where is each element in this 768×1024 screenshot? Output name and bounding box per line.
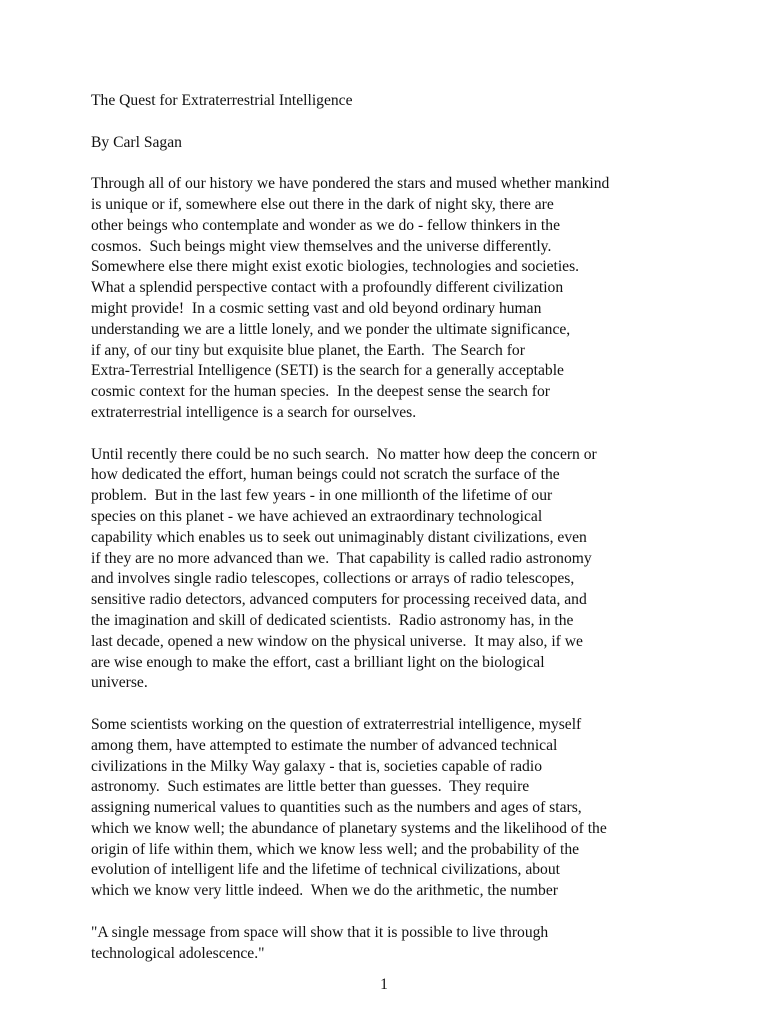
text-line: problem. But in the last few years - in one millionth of the lifetime of our <box>91 487 553 505</box>
paragraph-1 <box>91 174 731 424</box>
text-line: cosmos. Such beings might view themselves and the universe differently. <box>91 237 552 255</box>
text-line: technological adolescence." <box>91 944 265 962</box>
text-line: which we know very little indeed. When we do the arithmetic, the number <box>91 882 558 900</box>
pull-quote <box>91 923 731 965</box>
document-title: The Quest for Extraterrestrial Intelligence <box>91 92 353 109</box>
text-line: how dedicated the effort, human beings could not scratch the surface of the <box>91 466 560 484</box>
text-line: capability which enables us to seek out unimaginably distant civilizations, even <box>91 528 587 546</box>
text-line: assigning numerical values to quantities such as the numbers and ages of stars, <box>91 799 582 817</box>
text-line: Somewhere else there might exist exotic biologies, technologies and societies. <box>91 258 580 276</box>
text-line: is unique or if, somewhere else out there in the dark of night sky, there are <box>91 195 554 213</box>
text-line: evolution of intelligent life and the lifetime of technical civilizations, about <box>91 861 560 879</box>
text-line: sensitive radio detectors, advanced computers for processing received data, and <box>91 591 587 609</box>
text-line: "A single message from space will show that it is possible to live through <box>91 923 549 941</box>
text-line: are wise enough to make the effort, cast a brilliant light on the biological <box>91 653 545 671</box>
paragraph-2 <box>91 445 731 695</box>
text-line: Some scientists working on the question of extraterrestrial intelligence, myself <box>91 715 582 733</box>
text-line: Until recently there could be no such search. No matter how deep the concern or <box>91 445 597 463</box>
page-number: 1 <box>380 976 388 993</box>
text-line: and involves single radio telescopes, collections or arrays of radio telescopes, <box>91 570 575 588</box>
text-line: cosmic context for the human species. In the deepest sense the search for <box>91 383 550 401</box>
document-byline: By Carl Sagan <box>91 133 182 151</box>
text-line: the imagination and skill of dedicated scientists. Radio astronomy has, in the <box>91 611 574 629</box>
text-line: astronomy. Such estimates are little better than guesses. They require <box>91 778 530 796</box>
text-line: if any, of our tiny but exquisite blue planet, the Earth. The Search for <box>91 341 525 359</box>
text-line: Extra-Terrestrial Intelligence (SETI) is the search for a generally acceptable <box>91 362 564 380</box>
text-line: among them, have attempted to estimate the number of advanced technical <box>91 736 558 754</box>
text-line: if they are no more advanced than we. That capability is called radio astronomy <box>91 549 592 567</box>
text-line: understanding we are a little lonely, and we ponder the ultimate significance, <box>91 320 571 338</box>
paragraph-3 <box>91 715 731 902</box>
text-line: origin of life within them, which we know less well; and the probability of the <box>91 840 580 858</box>
text-line: other beings who contemplate and wonder as we do - fellow thinkers in the <box>91 216 560 234</box>
text-line: species on this planet - we have achieved an extraordinary technological <box>91 507 543 525</box>
document-page <box>91 91 731 985</box>
text-line: extraterrestrial intelligence is a search for ourselves. <box>91 403 417 421</box>
text-line: last decade, opened a new window on the physical universe. It may also, if we <box>91 632 583 650</box>
text-line: might provide! In a cosmic setting vast and old beyond ordinary human <box>91 299 542 317</box>
text-line: Through all of our history we have pondered the stars and mused whether mankind <box>91 175 610 193</box>
text-line: civilizations in the Milky Way galaxy - that is, societies capable of radio <box>91 757 542 775</box>
text-line: What a splendid perspective contact with a profoundly different civilization <box>91 279 564 297</box>
text-line: universe. <box>91 674 148 692</box>
text-line: which we know well; the abundance of planetary systems and the likelihood of the <box>91 819 607 837</box>
